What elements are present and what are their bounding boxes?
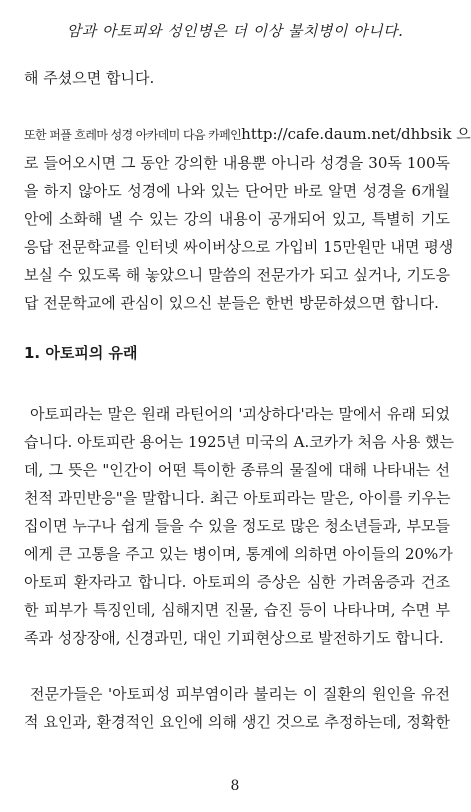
cafe-url-link[interactable]: http://cafe.daum.net/dhbsik [241,125,452,143]
text-line [24,120,471,149]
text-line: 보실 수 있도록 해 놓았으니 말씀의 전문가가 되고 싶거나, 기도응 [24,266,450,284]
text-line: 아토피라는 말은 원래 라틴어의 '괴상하다'라는 말에서 유래 되었 [30,405,450,423]
text-line: 아토피 환자라고 합니다. 아토피의 증상은 심한 가려움증과 건조 [24,573,450,591]
text-line: 족과 성장장애, 신경과민, 대인 기피현상으로 발전하기도 합니다. [24,629,444,647]
text-line: 전문가들은 '아토피성 피부염이라 불리는 이 질환의 원인을 유전 [30,685,450,703]
section-heading: 1. 아토피의 유래 [24,344,138,362]
cafe-name-text: 또한 퍼플 흐레마 성경 아카데미 다음 카페인 [24,128,242,142]
text-line: 답 전문학교에 관심이 있으신 분들은 한번 방문하셨으면 합니다. [24,294,439,312]
text-line: 한 피부가 특징인데, 심해지면 진물, 습진 등이 나타나며, 수면 부 [24,601,450,619]
text-line: 로 들어오시면 그 동안 강의한 내용뿐 아니라 성경을 30독 100독 [24,154,450,172]
text-line: 해 주셨으면 합니다. [24,69,155,87]
page-number: 8 [230,778,240,794]
text-line: 적 요인과, 환경적인 요인에 의해 생긴 것으로 추정하는데, 정확한 [24,713,450,731]
text-line: 천적 과민반응"을 말합니다. 최근 아토피라는 말은, 아이를 키우는 [24,489,451,507]
text-line: 데, 그 뜻은 "인간이 어떤 특이한 종류의 물질에 대해 나타내는 선 [24,461,450,479]
text-line: 안에 소화해 낼 수 있는 강의 내용이 공개되어 있고, 특별히 기도 [24,210,450,228]
cafe-paragraph [24,120,471,317]
origin-paragraph [24,400,454,652]
intro-paragraph [24,64,450,92]
running-header: 암과 아토피와 성인병은 더 이상 불치병이 아니다. [66,22,404,40]
text-line: 습니다. 아토피란 용어는 1925년 미국의 A.코카가 처음 사용 했는 [24,433,454,451]
text-line: 을 하지 않아도 성경에 나와 있는 단어만 바로 알면 성경을 6개월 [24,182,450,200]
text-line: 집이면 누구나 쉽게 들을 수 있을 정도로 많은 청소년들과, 부모들 [24,517,450,535]
text-line: 응답 전문학교를 인터넷 싸이버상으로 가입비 15만원만 내면 평생 [24,238,454,256]
text-fragment: 으 [456,125,471,143]
text-line: 에게 큰 고통을 주고 있는 병이며, 통계에 의하면 아이들의 20%가 [24,545,453,563]
experts-paragraph [24,680,450,736]
